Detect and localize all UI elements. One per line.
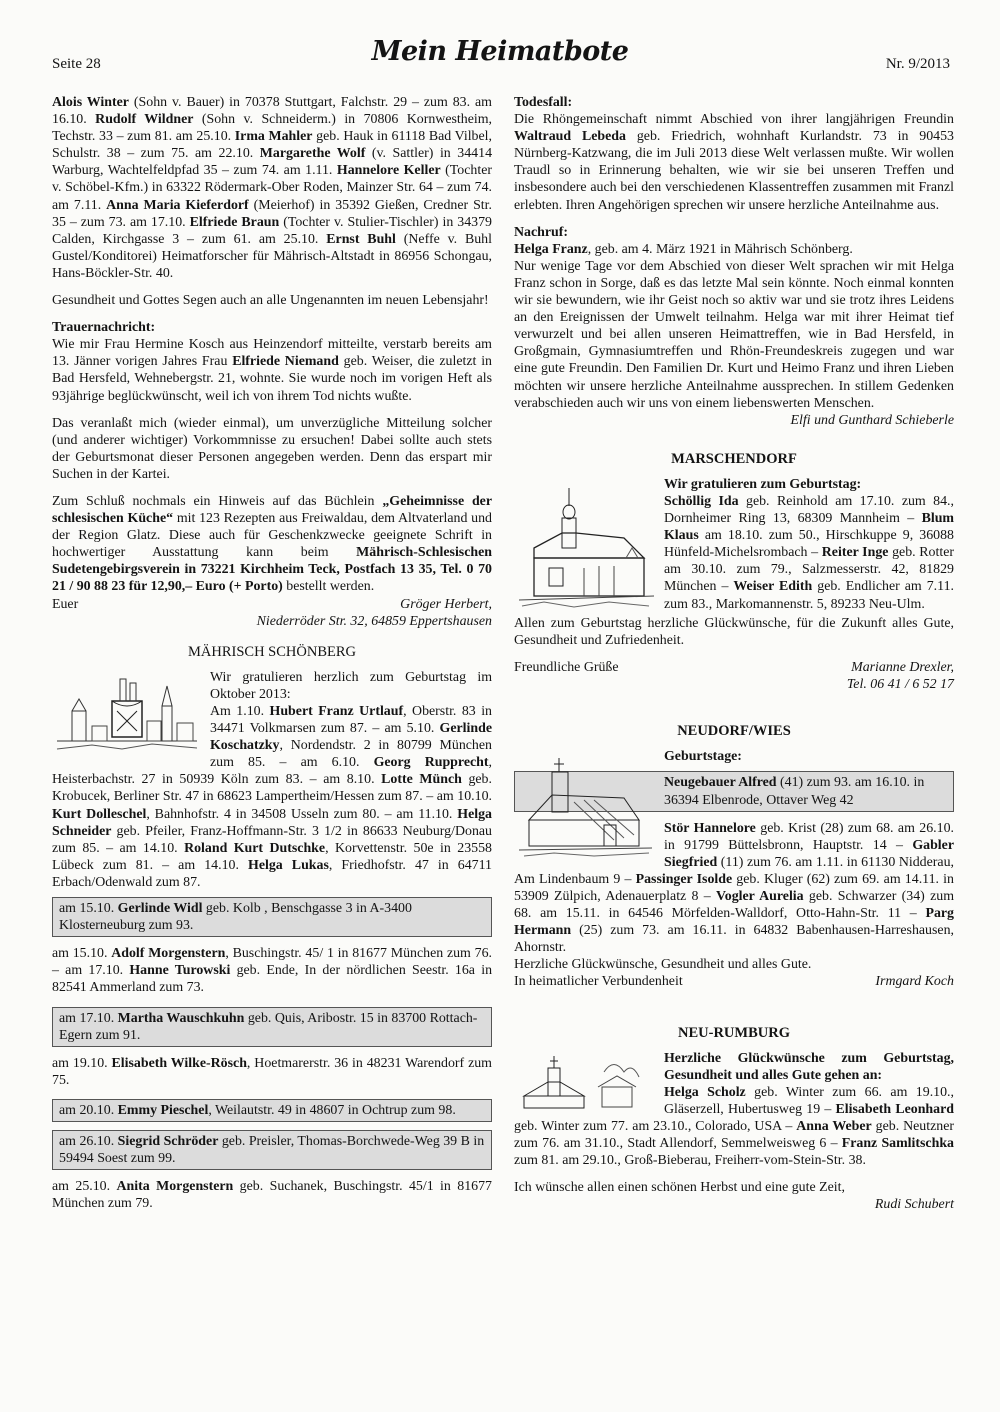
section-title-neudorf: NEUDORF/WIES [677, 723, 791, 740]
signature: Euer Gröger Herbert, [52, 596, 492, 612]
entry-details: , Buschingstr. 45/ 1 in 81677 München zum 76. – am 17.10. [52, 946, 492, 979]
highlight-box [52, 1007, 492, 1047]
person-name: Reiter Inge [821, 545, 889, 561]
person-name: Anna Weber [796, 1119, 872, 1135]
entry-details: geb. Endlicher am 7.11. zum 83., Markomannenstr. 5, 89233 Neu-Ulm. [664, 579, 954, 612]
entry-text: am 19.10. [52, 1055, 112, 1071]
neudorf-wish: Herzliche Glückwünsche, Gesundheit und alles Gute. [514, 957, 812, 973]
person-name: Roland Kurt Dutschke [184, 840, 326, 856]
trauer-heading: Trauernachricht: [52, 320, 156, 336]
entry-details: geb. Quis, Aribostr. 15 in 83700 Rottach-Egern zum 91. [59, 1010, 478, 1043]
highlight-box [52, 1130, 492, 1170]
chapel-illustration [514, 478, 656, 613]
person-name: Blum Klaus [664, 511, 954, 544]
person-name: Elisabeth Wilke-Rösch [111, 1055, 247, 1071]
entry-details: (11) zum 76. am 1.11. in 61130 Nidderau, Am Lindenbaum 9 – [514, 854, 954, 887]
entry-details: geb. Preisler, Thomas-Borchwede-Weg 39 B in 59494 Soest zum 99. [59, 1133, 485, 1167]
entry-details: geb. Suchanek, Buschingstr. 45/1 in 81677 München zum 79. [52, 1179, 492, 1212]
neudorf-signature: In heimatlicher Verbundenheit Irmgard Koch [514, 974, 954, 990]
person-name: Anita Morgenstern [116, 1179, 234, 1195]
issue-number: Nr. 9/2013 [885, 56, 950, 72]
highlight-box [52, 897, 492, 937]
entry-text: Am 1.10. [210, 704, 270, 719]
book-notice: Zum Schluß nochmals ein Hinweis auf das Büchlein „Geheimnisse der schlesischen Küche“ mit 123 Rezepten aus Freiwaldau, dem Altvaterland und der Region Glatz. Diese auch für Geschenkzwecke geeignete Schrift in hochwertiger Ausstattung kann beim Mährisch-Schlesischen Sudetengebirgsverein in 73221 Kirchheim Teck, Postfach 13 35, Tel. 0 70 21 / 90 88 23 für 12,90,– Euro (+ Porto) bestellt werden. [52, 493, 493, 595]
person-name: Elisabeth Leonhard [835, 1101, 954, 1117]
person-name: Neugebauer Alfred [664, 775, 777, 791]
notice-text: Das veranlaßt mich (wieder einmal), um unverzügliche Mitteilung solcher (und anderer wichtiger) Vorkommnisse zu ersuchen! Dabei sollte auch stets der Geburtsmonat dieser Personen angegeben werden. Denn das erspart mir Suchen in der Kartei. [52, 415, 492, 482]
marschendorf-phone: Tel. 06 41 / 6 52 17 [846, 677, 954, 693]
entry-details: , Weilautstr. 49 in 48607 in Ochtrup zum 98. [208, 1102, 456, 1118]
person-name: Georg Rupprecht [373, 755, 489, 771]
entry-details: , Korvettenstr. 50e in 23558 Lübeck zum 81. – am 14.10. [52, 840, 492, 873]
town-illustration [52, 671, 202, 756]
entry-details: (Tochter v. Stulier-Tischler) in 34379 Calden, Kirchgasse 3 – zum 61. am 25.10. [52, 214, 492, 247]
neudorf-block [514, 748, 954, 956]
neu-rumburg-block [514, 1050, 954, 1170]
entry-details: geb. Winter zum 66. am 19.10., Gläserzell, Hubertusweg 19 – [664, 1084, 954, 1117]
person-name: Helga Schneider [52, 806, 492, 839]
person-name: Alois Winter [52, 95, 129, 110]
entry-details: zum 81. am 29.10., Groß-Bieberau, Freiherr-vom-Stein-Str. 38. [514, 1153, 866, 1169]
village-illustration [514, 1052, 656, 1112]
entry-details: , Hoetmarerstr. 36 in 48231 Warendorf zum 75. [52, 1055, 492, 1088]
neu-rumburg-wish: Ich wünsche allen einen schönen Herbst und eine gute Zeit, [514, 1180, 845, 1196]
person-name: Anna Maria Kieferdorf [106, 197, 249, 213]
entry-details: , Bahnhofstr. 4 in 34508 Usseln zum 80. – am 11.10. [146, 806, 458, 822]
person-name: Passinger Isolde [635, 871, 733, 887]
birthday-list-intro [52, 94, 492, 282]
person-name: Helga Scholz [664, 1084, 746, 1100]
entry-details: am 18.10. zum 50., Hirschkuppe 9, 36088 Hünfeld-Michelsrombach – [664, 528, 954, 561]
person-name: Hanne Turowski [129, 963, 231, 979]
section-title-neu-rumburg: NEU-RUMBURG [678, 1024, 790, 1041]
entry-details: , Friedhofstr. 47 in 64711 Erbach/Odenwald zum 87. [52, 857, 492, 890]
birthday-entry [52, 1055, 492, 1089]
person-name: Kurt Dolleschel [52, 806, 147, 822]
entry-text: am 26.10. [59, 1133, 118, 1149]
entry-details: (Meierhof) in 35392 Gießen, Credner Str. 35 – zum 73. am 17.10. [52, 197, 492, 230]
entry-details: (v. Sattler) in 34414 Warburg, Wachtelfeldpfad 35 – zum 74. am 1.11. [52, 146, 493, 179]
highlight-box [52, 1099, 492, 1122]
marschendorf-subheading: Wir gratulieren zum Geburtstag: [664, 476, 862, 492]
person-name: Rudolf Wildner [95, 112, 194, 128]
masthead-title: Mein Heimatbote [371, 36, 629, 67]
person-name: Gabler Siegfried [664, 837, 954, 870]
entry-details: geb. Kolb , Benschgasse 3 in A-3400 Klosterneuburg zum 93. [59, 901, 412, 934]
person-name: Helga Lukas [248, 857, 329, 873]
person-name: Gerlinde Koschatzky [210, 721, 492, 754]
todesfall-text: Die Rhöngemeinschaft nimmt Abschied von ihrer langjährigen Freundin Waltraud Lebeda geb. Friedrich, wohnhaft Kurlandstr. 73 in 90453 Nürnberg-Katzwang, die im Juli 2013 diese Welt verlassen mußte. Wir wollen Traudl so in Erinnerung behalten, wie wir sie bei unseren Treffen und insbesondere auch bei den verschiedenen Klassentreffen zusammen mit Franzl erlebten. Ihren Angehörigen sprechen wir unsere herzliche Anteilnahme aus. [514, 112, 954, 213]
person-name: Parg Hermann [514, 906, 954, 939]
blessing-text: Gesundheit und Gottes Segen auch an alle Ungenannten im neuen Lebensjahr! [52, 293, 489, 309]
person-name: Stör Hannelore [664, 820, 756, 836]
person-name: Siegrid Schröder [117, 1133, 219, 1149]
maehrisch-schoenberg-block [52, 669, 492, 891]
entry-details: geb. Hauk in 61118 Bad Vilbel, Schulstr. 38 – zum 75. am 22.10. [52, 129, 492, 162]
entry-details: (41) zum 93. am 16.10. in 36394 Elbenrode, Ottaver Weg 42 [664, 775, 925, 808]
left-column [52, 94, 492, 1222]
entry-details: geb. Krist (28) zum 68. am 26.10. in 91799 Büttelsbronn, Hauptstr. 14 – [664, 820, 954, 853]
person-name: Margarethe Wolf [259, 146, 366, 162]
person-name: Lotte Münch [381, 772, 462, 788]
entry-details: geb. Winter zum 77. am 23.10., Colorado, USA – [514, 1119, 797, 1135]
person-name: Weiser Edith [733, 579, 813, 595]
person-name: Gerlinde Widl [117, 901, 203, 917]
person-name: Schöllig Ida [664, 493, 739, 509]
entry-details: , Heisterbachstr. 27 in 50939 Köln zum 83. – am 8.10. [52, 755, 492, 788]
entry-text: am 17.10. [59, 1010, 118, 1026]
entry-details: (Tochter v. Schöbel-Kfm.) in 63322 Rödermark-Ober Roden, Mainzer Str. 64 – zum 74. am 7.11. [52, 163, 492, 213]
entry-details: (25) zum 73. am 16.11. in 64832 Babenhausen-Harreshausen, Ahornstr. [514, 923, 954, 956]
nachruf-text: Helga Franz, geb. am 4. März 1921 in Mährisch Schönberg. Nur wenige Tage vor dem Abschied von dieser Welt sprachen wir mit Helga Franz schon in Sorge, daß es das letzte Mal sein könnte. Noch einmal konnten wir sie bewundern, wie ihr Geist noch so aktiv war und sie trotz ihres Leidens an den Ereignissen der Umwelt teilnahm. Helga war mit ihrer Heimat tief verwurzelt und bei allen unseren Heimattreffen, wie in Bad Hersfeld, in Großgmain, Gymnasiumtreffen und Rhön-Freundeskreis zugegen und war eine gute Freundin. Den Familien Dr. Kurt und Heimo Franz und ihren Lieben möchten wir unsere herzliche Anteilnahme aussprechen. In stillem Gedenken verabschieden auch wir uns von einem liebenswerten Menschen. [514, 241, 954, 411]
right-column [514, 94, 954, 1214]
entry-details: (Sohn v. Bauer) in 70378 Stuttgart, Falchstr. 29 – zum 83. am 16.10. [52, 95, 492, 128]
entry-text: am 25.10. [52, 1179, 117, 1195]
entry-details: geb. Kluger (62) zum 69. am 14.11. in 53909 Zülpich, Adenauerplatz 8 – [514, 871, 954, 904]
entry-details: geb. Schwarzer (34) zum 68. am 15.11. in 64546 Mörfelden-Walldorf, Otto-Hahn-Str. 11 – [514, 889, 955, 922]
entry-text: am 20.10. [59, 1102, 118, 1118]
entry-text: am 15.10. [59, 901, 118, 917]
person-name: Emmy Pieschel [117, 1102, 209, 1118]
person-name: Franz Samlitschka [841, 1136, 954, 1152]
trauer-text: Wie mir Frau Hermine Kosch aus Heinzendorf mitteilte, verstarb bereits am 13. Jänner vorigen Jahres Frau Elfriede Niemand geb. Weiser, die zuletzt in Bad Hersfeld, Wehnebergstr. 21, wohnte. Sie wurde noch im vorigen Heft als 93jährige beglückwünscht, weil ich von ihrem Tod nichts wußte. [52, 337, 493, 404]
section-title-maehrisch-schoenberg: MÄHRISCH SCHÖNBERG [188, 643, 356, 660]
maehrisch-schoenberg-list: Wir gratulieren herzlich zum Geburtstag im Oktober 2013: Am 1.10. Hubert Franz Urtlauf, Oberstr. 83 in 34471 Volkmarsen zum 87. – am 5.10. Gerlinde Koschatzky, Nordendstr. 2 in 80799 München zum 85. – am 6.10. Georg Rupprecht, Heisterbachstr. 27 in 50939 Köln zum 83. – am 8.10. Lotte Münch geb. Krobucek, Berliner Str. 47 in 68623 Lampertheim/Hessen zum 87. – am 10.10. Kurt Dolleschel, Bahnhofstr. 4 in 34508 Usseln zum 80. – am 11.10. Helga Schneider geb. Pfeiler, Franz-Hoffmann-Str. 3 1/2 in 86633 Neuburg/Donau zum 85. – am 14.10. Roland Kurt Dutschke, Korvettenstr. 50e in 23558 Lübeck zum 81. – am 14.10. Helga Lukas, Friedhofstr. 47 in 64711 Erbach/Odenwald zum 87. [52, 669, 492, 890]
person-name: Hannelore Keller [336, 163, 441, 179]
entry-details: geb. Rotter am 30.10. zum 79., Salzmesserstr. 42, 81829 München – [664, 545, 954, 595]
person-name: Irma Mahler [234, 129, 313, 145]
nachruf-heading: Nachruf: [514, 224, 569, 240]
entry-details: geb. Pfeiler, Franz-Hoffmann-Str. 3 1/2 in 86633 Neuburg/Donau zum 85. – am 14.10. [52, 823, 492, 856]
entry-details: (Neffe v. Buhl Gustel/Konditorei) Heimatforscher für Mährisch-Altstadt in 86956 Schongau, Hans-Böckler-Str. 40. [52, 231, 492, 281]
person-name: Martha Wauschkuhn [117, 1010, 245, 1026]
neu-rumburg-subheading: Herzliche Glückwünsche zum Geburtstag, Gesundheit und alles Gute gehen an: [664, 1050, 954, 1083]
page-number: Seite 28 [52, 56, 101, 72]
entry-details: geb. Reinhold am 17.10. zum 84., Dornheimer Ring 13, 68309 Mannheim – [664, 493, 954, 527]
person-name: Elfriede Braun [189, 214, 280, 230]
neu-rumburg-signature: Rudi Schubert [874, 1197, 954, 1213]
birthday-entry [52, 945, 492, 996]
entry-text: am 15.10. [52, 946, 112, 962]
marschendorf-block [514, 476, 954, 649]
birthday-entry [52, 1178, 492, 1212]
entry-details: , Nordendstr. 2 in 80799 München zum 85. – am 6.10. [210, 738, 492, 771]
person-name: Ernst Buhl [326, 231, 396, 247]
person-name: Adolf Morgenstern [111, 946, 226, 962]
todesfall-heading: Todesfall: [514, 95, 573, 110]
church-illustration [514, 750, 656, 860]
nachruf-signature: Elfi und Gunthard Schieberle [790, 412, 954, 428]
marschendorf-wish: Allen zum Geburtstag herzliche Glückwünsche, für die Zukunft alles Gute, Gesundheit und Zufriedenheit. [514, 615, 954, 648]
entry-details: geb. Ende, In der nördlichen Seestr. 16a in 82541 Ammerland zum 73. [52, 963, 493, 996]
entry-details: (Sohn v. Schneiderm.) in 70806 Kornwestheim, Techstr. 33 – zum 81. am 25.10. [52, 112, 492, 145]
entry-details: , Oberstr. 83 in 34471 Volkmarsen zum 87. – am 5.10. [210, 704, 492, 737]
signature-address: Niederröder Str. 32, 64859 Eppertshausen [256, 613, 492, 629]
entry-details: geb. Neutzner zum 76. am 31.10., Stadt Allendorf, Semmelweisweg 6 – [514, 1119, 954, 1152]
marschendorf-signature: Freundliche Grüße Marianne Drexler, [514, 660, 954, 676]
person-name: Vogler Aurelia [716, 889, 804, 904]
entry-details: geb. Krobucek, Berliner Str. 47 in 68623 Lampertheim/Hessen zum 87. – am 10.10. [52, 772, 492, 805]
section-title-marschendorf: MARSCHENDORF [671, 450, 797, 467]
neudorf-subheading: Geburtstage: [664, 749, 742, 765]
person-name: Hubert Franz Urtlauf [269, 704, 404, 719]
